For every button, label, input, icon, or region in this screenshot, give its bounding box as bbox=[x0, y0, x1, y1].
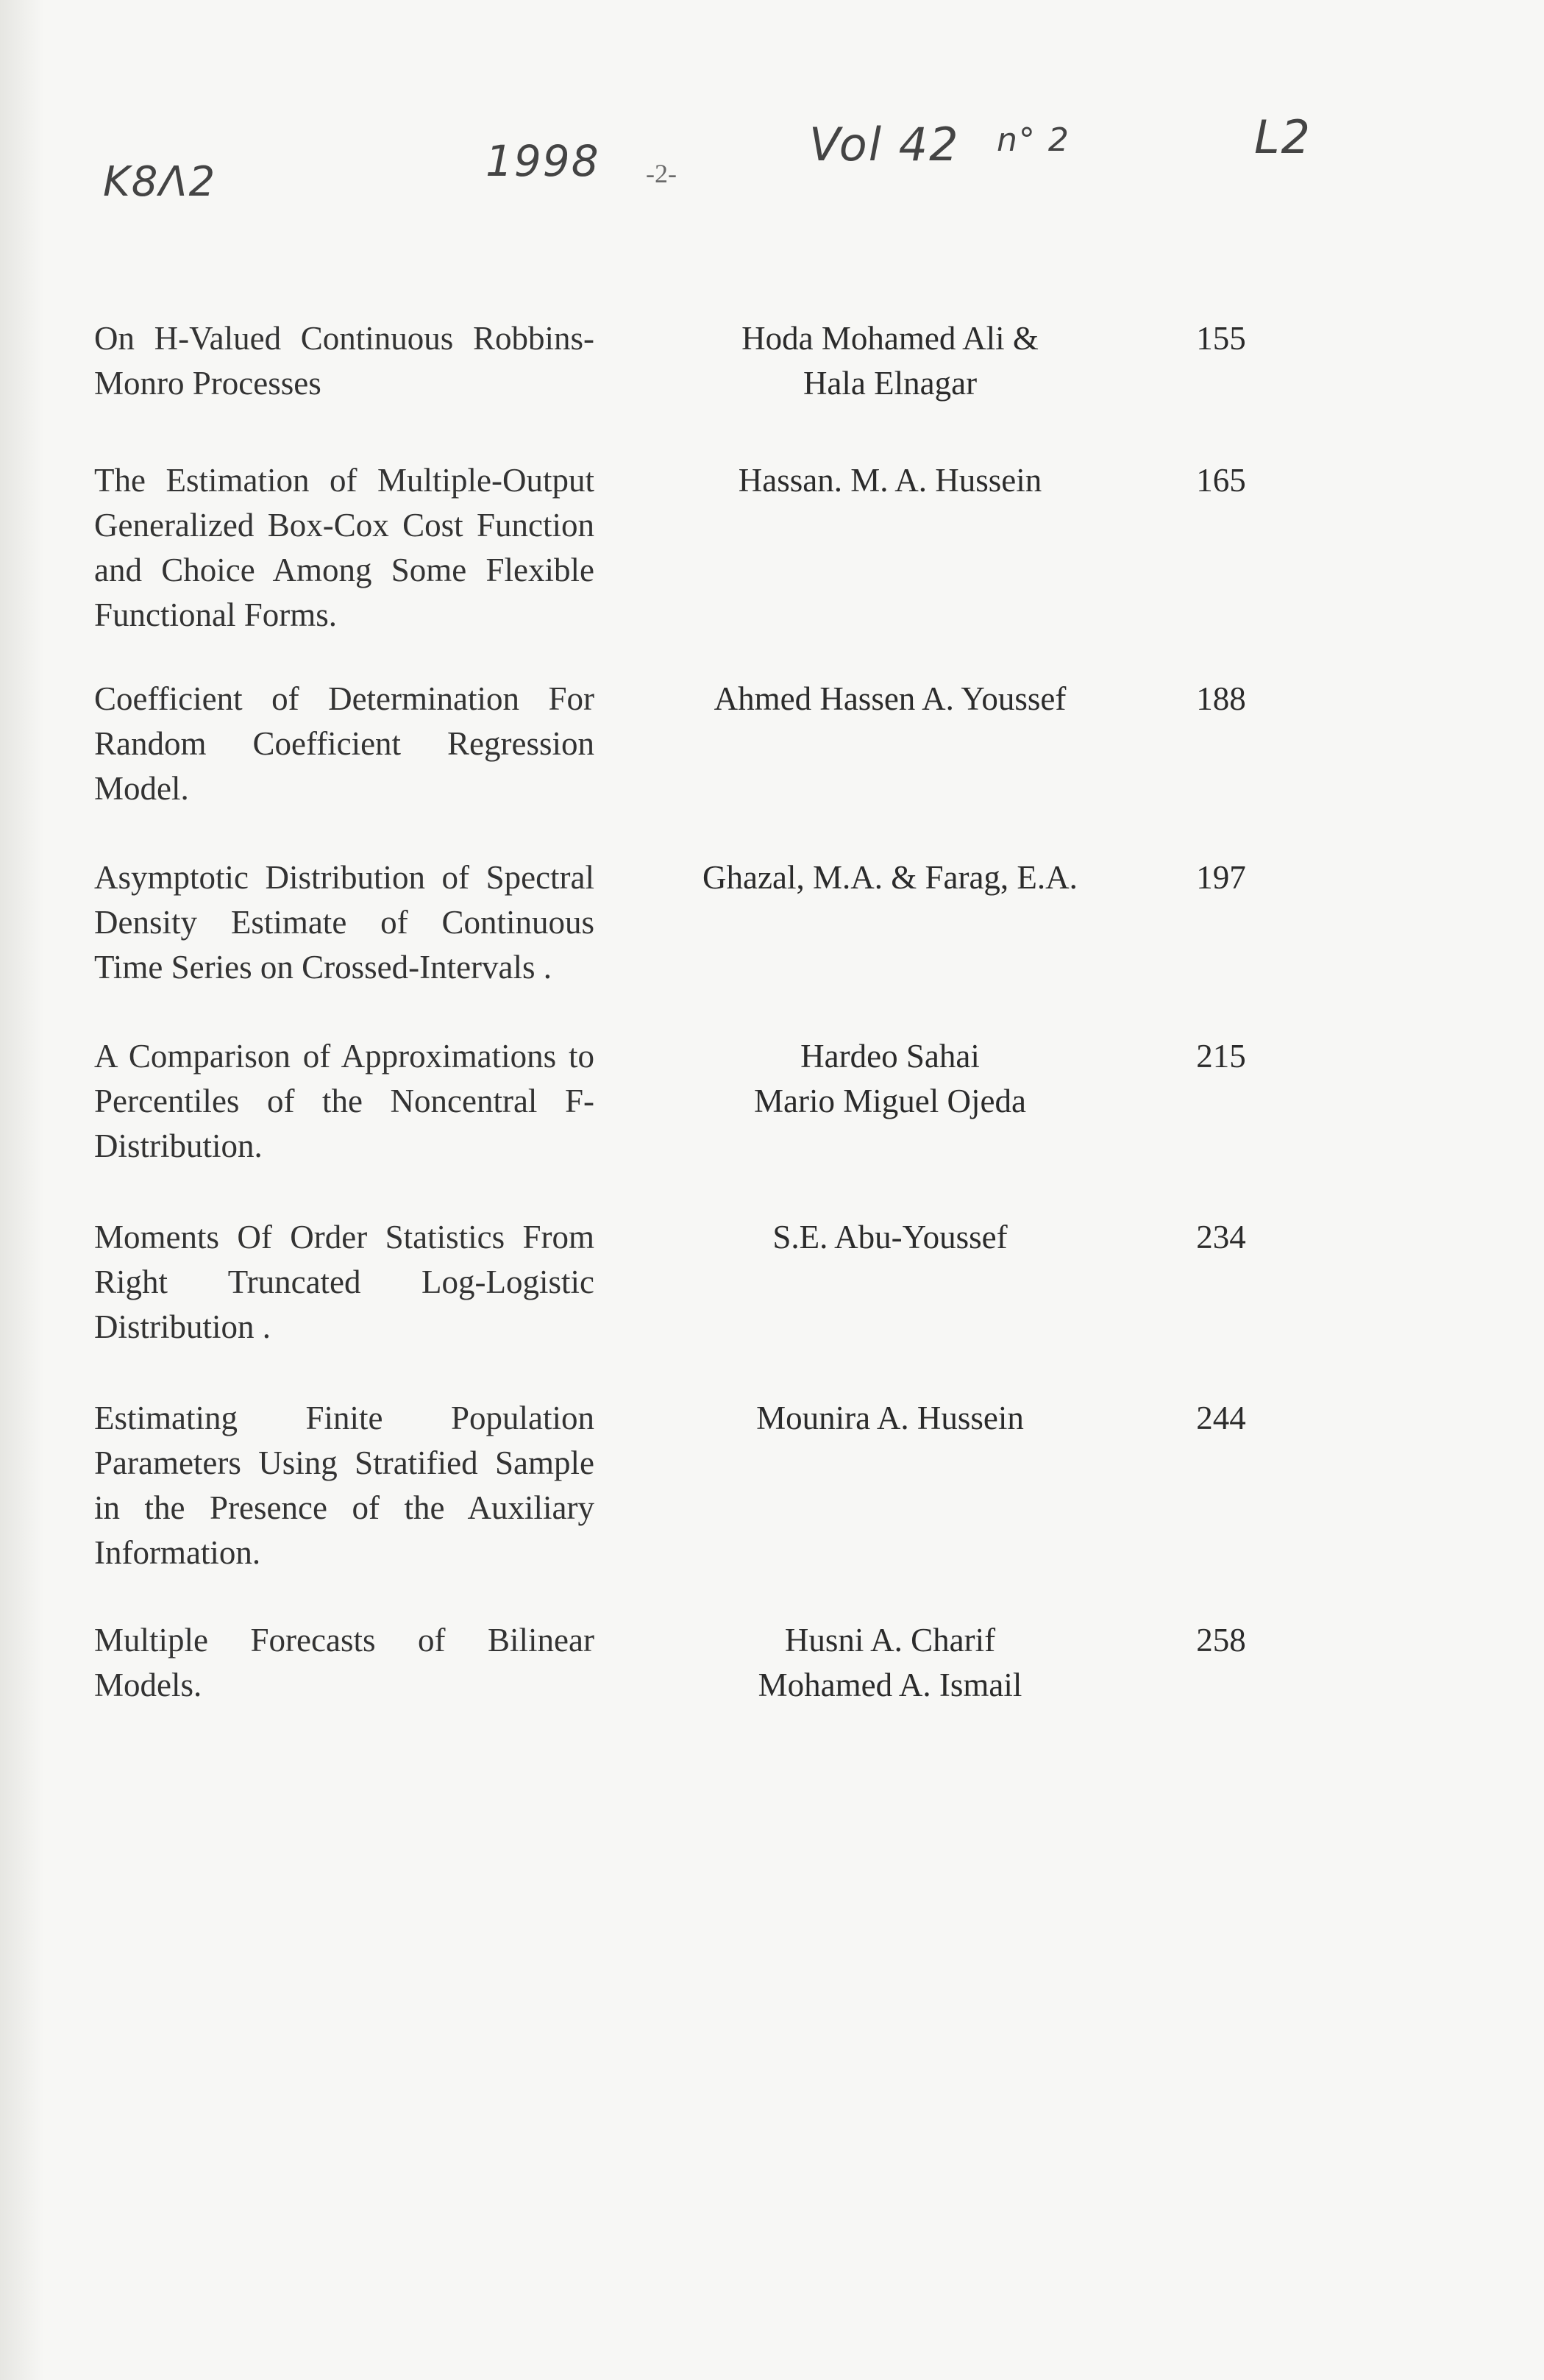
entry-page: 234 bbox=[1196, 1219, 1246, 1255]
author-line: S.E. Abu-Youssef bbox=[772, 1219, 1008, 1255]
entry-page: 244 bbox=[1196, 1400, 1246, 1436]
page-number: -2- bbox=[646, 159, 677, 188]
entry-title: Estimating Finite Population Parameters Using Stratified Sample in the Presence of the Auxiliary Information. bbox=[94, 1400, 594, 1571]
entry-authors bbox=[647, 1618, 1133, 1708]
entry-title: Coefficient of Determination For Random Coefficient Regression Model. bbox=[94, 680, 594, 807]
author-line: Hoda Mohamed Ali & bbox=[741, 320, 1039, 357]
entry-authors bbox=[647, 1034, 1133, 1124]
entry-page: 215 bbox=[1196, 1038, 1246, 1075]
binding-shadow bbox=[0, 0, 44, 2380]
handwritten-volume: Vol 42 bbox=[809, 118, 960, 171]
entry-page: 165 bbox=[1196, 462, 1246, 499]
entry-page: 258 bbox=[1196, 1622, 1246, 1658]
author-line: Hassan. M. A. Hussein bbox=[738, 462, 1042, 499]
author-line: Hardeo Sahai bbox=[800, 1038, 980, 1075]
entry-authors bbox=[647, 855, 1133, 900]
entry-title: On H-Valued Continuous Robbins-Monro Processes bbox=[94, 320, 594, 402]
entry-title: The Estimation of Multiple-Output Generalized Box-Cox Cost Function and Choice Among Some Flexible Functional Forms. bbox=[94, 462, 594, 633]
handwritten-year: 1998 bbox=[485, 136, 600, 186]
handwritten-issue: n° 2 bbox=[997, 121, 1070, 159]
entry-page: 188 bbox=[1196, 680, 1246, 717]
entry-page: 197 bbox=[1196, 859, 1246, 896]
author-line: Hala Elnagar bbox=[803, 365, 978, 402]
author-line: Ahmed Hassen A. Youssef bbox=[714, 680, 1067, 717]
entry-authors bbox=[647, 1215, 1133, 1260]
entry-title: Moments Of Order Statistics From Right Truncated Log-Logistic Distribution . bbox=[94, 1219, 594, 1345]
entry-authors bbox=[647, 1396, 1133, 1441]
entry-authors bbox=[647, 458, 1133, 503]
author-line: Ghazal, M.A. & Farag, E.A. bbox=[702, 859, 1078, 896]
author-line: Mario Miguel Ojeda bbox=[754, 1083, 1026, 1119]
entry-title: A Comparison of Approximations to Percentiles of the Noncentral F-Distribution. bbox=[94, 1038, 594, 1164]
author-line: Mohamed A. Ismail bbox=[758, 1667, 1022, 1703]
handwritten-mark: L2 bbox=[1254, 110, 1312, 164]
author-line: Husni A. Charif bbox=[784, 1622, 996, 1658]
handwritten-code: K8Λ2 bbox=[103, 158, 217, 206]
entry-authors bbox=[647, 677, 1133, 722]
author-line: Mounira A. Hussein bbox=[756, 1400, 1024, 1436]
entry-authors bbox=[647, 316, 1133, 406]
entry-page: 155 bbox=[1196, 320, 1246, 357]
entry-title: Asymptotic Distribution of Spectral Density Estimate of Continuous Time Series on Crossed-Intervals . bbox=[94, 859, 594, 986]
entry-title: Multiple Forecasts of Bilinear Models. bbox=[94, 1622, 594, 1703]
